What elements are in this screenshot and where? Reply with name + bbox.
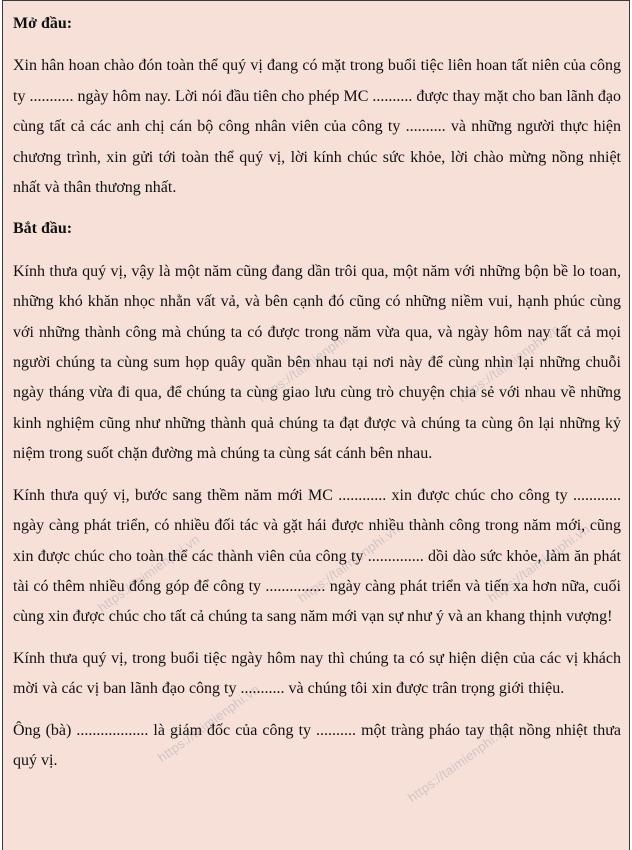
opening-paragraph: Xin hân hoan chào đón toàn thể quý vị đang có mặt trong buổi tiệc liên hoan tất niên của công ty ........... ngày hôm nay. Lời nói đầu tiên cho phép MC .......... được thay mặt cho ban lãnh đạo cùng tất cả các anh chị cán bộ công nhân viên của công ty .......... và những người thực hiện chương trình, xin gửi tới toàn thể quý vị, lời kính chúc sức khỏe, lời chào mừng nồng nhiệt nhất và thân thương nhất. [13,57,621,197]
section-heading-start: Bắt đầu: [13,220,73,238]
watermark: https://taimienphi.vn [155,681,263,766]
body-paragraph: Ông (bà) .................. là giám đốc của công ty .......... một tràng pháo tay thật nồng nhiệt thưa quý vị. [13,721,621,769]
watermark: https://taimienphi.vn [455,321,563,406]
body-paragraph: Kính thưa quý vị, vậy là một năm cũng đang dần trôi qua, một năm với những bộn bề lo toan, những khó khăn nhọc nhằn vất vả, và bên cạnh đó cũng có những niềm vui, hạnh phúc cùng với những thành công mà chúng ta có được trong năm vừa qua, và ngày hôm nay tất cả mọi người chúng ta cùng sum họp quây quần bên nhau tại nơi này để cùng nhìn lại những chuỗi ngày tháng vừa đi qua, để chúng ta cùng giao lưu cùng trò chuyện chia sẻ với nhau về những kinh nghiệm cũng như những thành quả chúng ta đạt được và chúng ta cùng ôn lại những kỷ niệm trong suốt chặn đường mà chúng ta cùng sát cánh bên nhau. [13,262,621,463]
watermark: https://taimienphi.vn [255,321,363,406]
body-paragraph: Kính thưa quý vị, trong buổi tiệc ngày hôm nay thì chúng ta có sự hiện diện của các vị khách mời và các vị ban lãnh đạo công ty ........... và chúng tôi xin được trân trọng giới thiệu. [13,649,621,698]
document-page [2,0,630,850]
watermark: https://taimienphi.vn [295,521,403,606]
watermark: https://taimienphi.vn [405,721,513,806]
document-body [13,9,621,787]
body-paragraph: Kính thưa quý vị, bước sang thềm năm mới MC ............ xin được chúc cho công ty ............ ngày càng phát triển, có nhiều đối tác và gặt hái được nhiều thành công trong năm mới, cũng xin được chúc cho toàn thể các thành viên của công ty .............. dồi dào sức khỏe, làm ăn phát tài có thêm nhiều đóng góp để công ty ............... ngày càng phát triển và tiến xa hơn nữa, cuối cùng xin được chúc cho tất cả chúng ta sang năm mới vạn sự như ý và an khang thịnh vượng! [13,486,621,626]
watermark: https://taimienphi.vn [95,531,203,616]
section-heading-opening: Mở đầu: [13,15,73,32]
watermark: https://taimienphi.vn [485,521,593,606]
